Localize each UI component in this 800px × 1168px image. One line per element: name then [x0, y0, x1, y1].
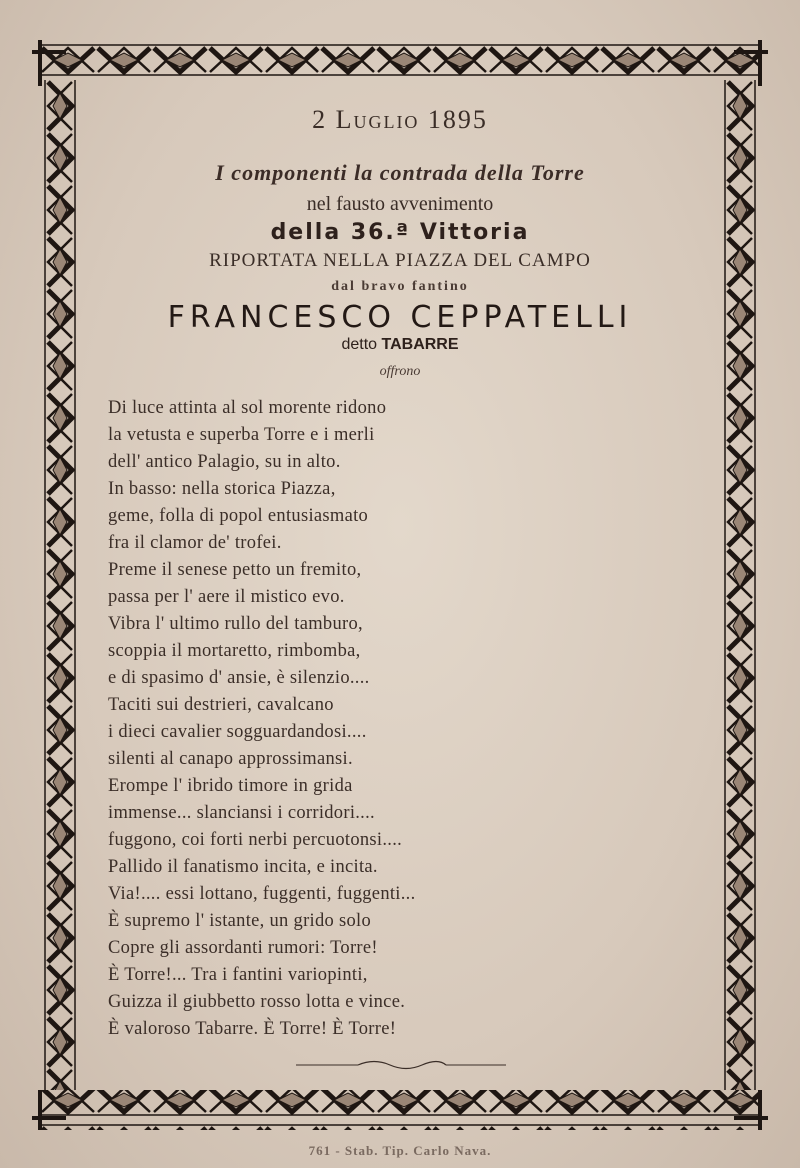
- jockey-name: FRANCESCO CEPPATELLI: [167, 300, 633, 335]
- alias-line: [90, 336, 710, 354]
- heading-line-3: della 36.ª Vittoria: [270, 220, 530, 245]
- poem-verse: È valoroso Tabarre. È Torre! È Torre!: [108, 1019, 397, 1039]
- poem-verse: È supremo l' istante, un grido solo: [108, 911, 372, 931]
- poem-verse: Di luce attinta al sol morente ridono: [108, 398, 387, 418]
- poem-verse: È Torre!... Tra i fantini variopinti,: [108, 965, 368, 985]
- poem-verse: scoppia il mortaretto, rimbomba,: [108, 641, 361, 661]
- ornament-divider: [296, 1058, 506, 1072]
- poem-verse: la vetusta e superba Torre e i merli: [108, 425, 375, 445]
- heading-line-1: I componenti la contrada della Torre: [215, 160, 585, 185]
- poem-verse: Preme il senese petto un fremito,: [108, 560, 362, 580]
- poem-verse: Copre gli assordanti rumori: Torre!: [108, 938, 378, 958]
- alias-prefix: detto: [341, 336, 378, 353]
- printer-imprint: 761 - Stab. Tip. Carlo Nava.: [308, 1143, 492, 1158]
- poem-verse: fra il clamor de' trofei.: [108, 533, 282, 553]
- poem-verse: Taciti sui destrieri, cavalcano: [108, 695, 334, 715]
- poem-verse: dell' antico Palagio, su in alto.: [108, 452, 341, 472]
- poem-verse: Pallido il fanatismo incita, e incita.: [108, 857, 378, 877]
- poem-verse: silenti al canapo approssimansi.: [108, 749, 353, 769]
- heading-line-4: RIPORTATA NELLA PIAZZA DEL CAMPO: [209, 250, 591, 271]
- poem-verse: immense... slanciansi i corridori....: [108, 803, 375, 823]
- poem-verse: geme, folla di popol entusiasmato: [108, 506, 369, 526]
- offer-line: offrono: [379, 364, 421, 379]
- poem-verse: Guizza il giubbetto rosso lotta e vince.: [108, 992, 406, 1012]
- heading-line-2: nel fausto avvenimento: [306, 193, 494, 215]
- poem-verse: In basso: nella storica Piazza,: [108, 479, 336, 499]
- poem-verse: e di spasimo d' ansie, è silenzio....: [108, 668, 370, 688]
- poem-verse: i dieci cavalier sogguardandosi....: [108, 722, 367, 742]
- alias-name: TABARRE: [381, 336, 459, 353]
- heading-line-5: dal bravo fantino: [331, 279, 469, 294]
- poem-verse: Vibra l' ultimo rullo del tamburo,: [108, 614, 363, 634]
- date-line: 2 Luglio 1895: [312, 105, 488, 134]
- poem-verse: fuggono, coi forti nerbi percuotonsi....: [108, 830, 403, 850]
- poem-verse: Via!.... essi lottano, fuggenti, fuggenti...: [108, 884, 416, 904]
- poem-verse: passa per l' aere il mistico evo.: [108, 587, 345, 607]
- poem-verse: Erompe l' ibrido timore in grida: [108, 776, 353, 796]
